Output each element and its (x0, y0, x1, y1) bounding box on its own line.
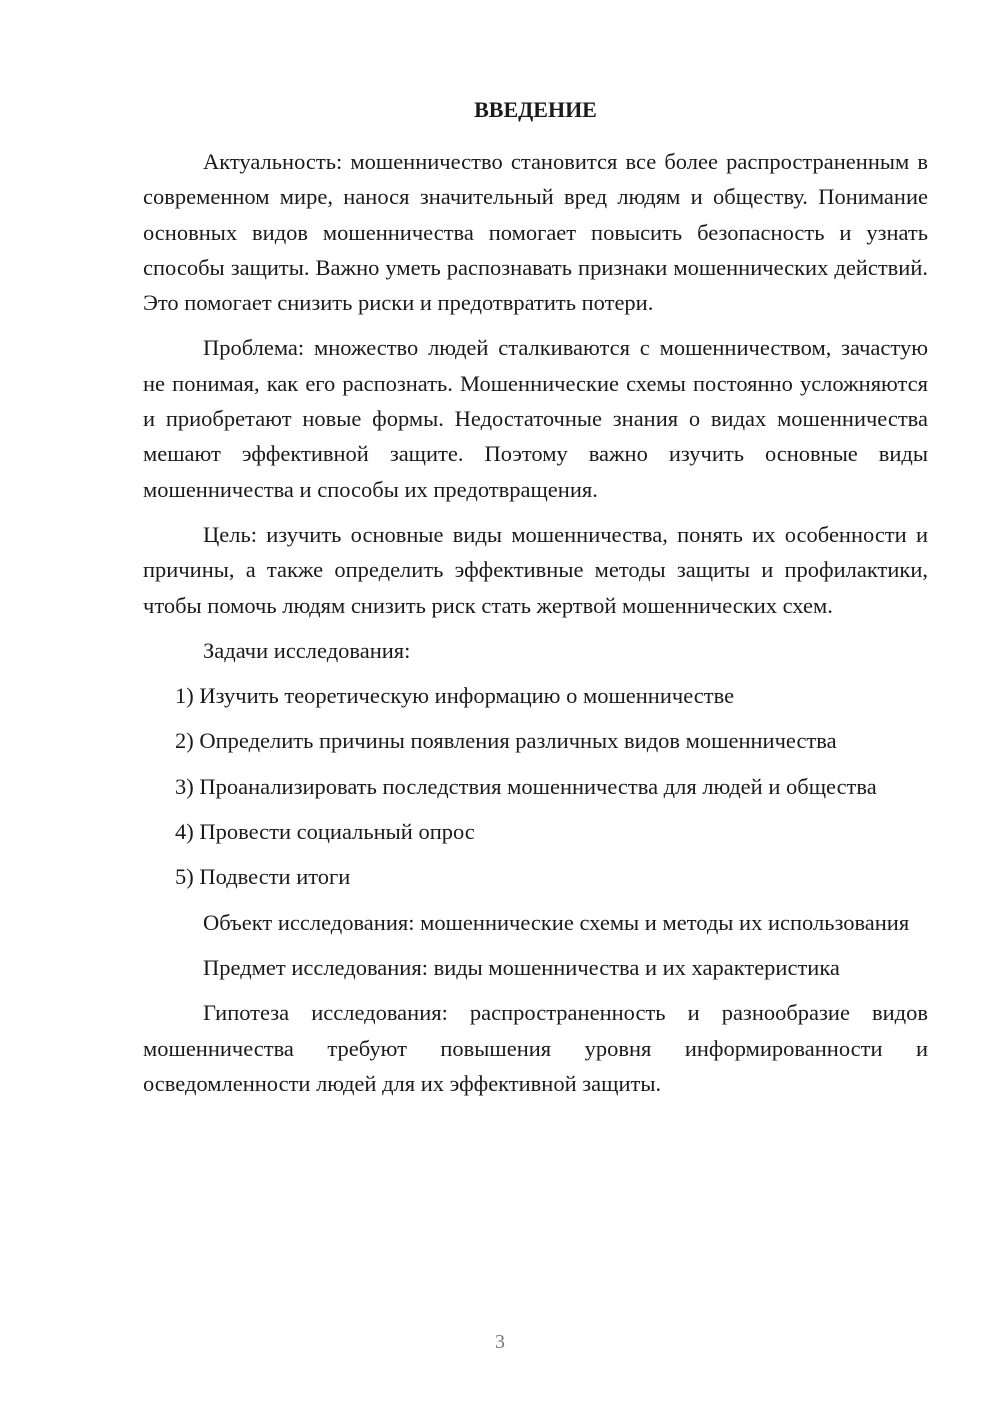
task-item: 3) Проанализировать последствия мошенничества для людей и общества (175, 773, 877, 799)
problem-paragraph: Проблема: множество людей сталкиваются с мошенничеством, зачастую не понимая, как его распознать. Мошеннические схемы постоянно усложняются и приобретают новые формы. Недостаточные знания о видах мошенничества мешают эффективной защите. Поэтому важно изучить основные виды мошенничества и способы их предотвращения. (143, 335, 928, 502)
subject-paragraph: Предмет исследования: виды мошенничества и их характеристика (203, 954, 840, 980)
object-paragraph: Объект исследования: мошеннические схемы и методы их использования (203, 909, 910, 935)
task-item: 2) Определить причины появления различных видов мошенничества (175, 728, 837, 754)
page-number: 3 (495, 1331, 505, 1353)
goal-paragraph: Цель: изучить основные виды мошенничества, понять их особенности и причины, а также определить эффективные методы защиты и профилактики, чтобы помочь людям снизить риск стать жертвой мошеннических схем. (143, 521, 928, 618)
document-page (143, 92, 928, 1111)
task-item: 1) Изучить теоретическую информацию о мошенничестве (175, 683, 735, 709)
tasks-title: Задачи исследования: (203, 637, 411, 663)
task-item: 4) Провести социальный опрос (175, 819, 475, 845)
task-item: 5) Подвести итоги (175, 864, 351, 890)
section-heading: ВВЕДЕНИЕ (474, 97, 597, 122)
hypothesis-paragraph: Гипотеза исследования: распространенность и разнообразие видов мошенничества требуют повышения уровня информированности и осведомленности людей для их эффективной защиты. (143, 1000, 928, 1096)
relevance-paragraph: Актуальность: мошенничество становится все более распространенным в современном мире, нанося значительный вред людям и обществу. Понимание основных видов мошенничества помогает повысить безопасность и узнать способы защиты. Важно уметь распознавать признаки мошеннических действий. Это помогает снизить риски и предотвратить потери. (143, 149, 928, 316)
